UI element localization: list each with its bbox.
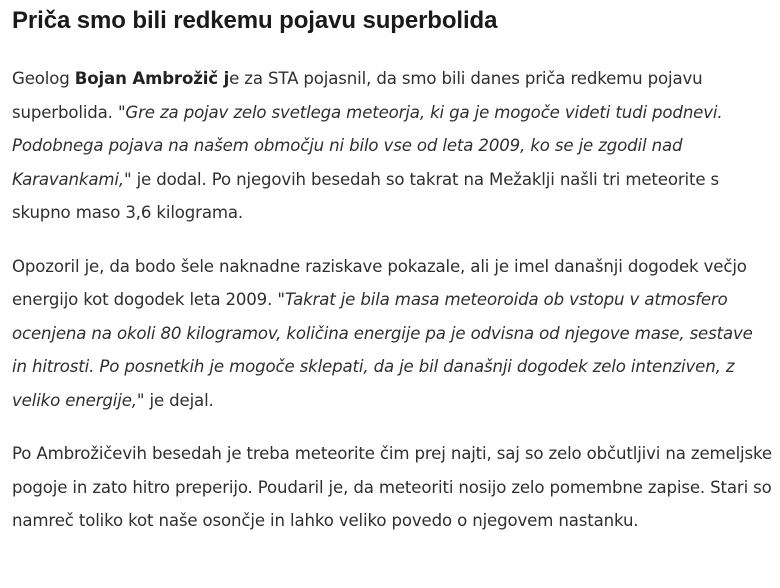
paragraph-2-quote: "Takrat je bila masa meteoroida ob vstopu v atmosfero ocenjena na okoli 80 kilogramov, količina energije pa je odvisna od njegove mase, sestave in hitrosti. Po posnetkih je mogoče sklepati, da je bil današnji dogodek zelo intenziven, z veliko energije," xyxy=(12,290,753,410)
paragraph-1-closing: je dodal. Po njegovih besedah so takrat na Mežaklji našli tri meteorite s skupno maso 3,6 kilograma. xyxy=(12,169,720,222)
person-name: Bojan Ambrožič j xyxy=(74,69,230,88)
paragraph-1-text: e za STA pojasnil, da smo bili danes priča redkemu pojavu superbolida. xyxy=(12,69,703,122)
paragraph-3 xyxy=(12,437,772,538)
paragraph-1 xyxy=(12,62,772,230)
paragraph-2-text: Opozoril je, da bodo šele naknadne raziskave pokazale, ali je imel današnji dogodek večjo energijo kot dogodek leta 2009. xyxy=(12,256,747,309)
paragraph-1-prefix: Geolog xyxy=(12,69,75,88)
paragraph-1-quote: "Gre za pojav zelo svetlega meteorja, ki ga je mogoče videti tudi podnevi. Podobnega pojava na našem območju ni bilo vse od leta 2009, ko se je zgodil nad Karavankami," xyxy=(12,102,723,189)
paragraph-3-text: Po Ambrožičevih besedah je treba meteorite čim prej najti, saj so zelo občutljivi na zemeljske pogoje in zato hitro preperijo. Poudaril je, da meteoriti nosijo zelo pomembne zapise. Stari so namreč toliko kot naše osončje in lahko veliko povedo o njegovem nastanku. xyxy=(12,444,772,530)
paragraph-2-closing: je dejal. xyxy=(144,390,214,410)
article xyxy=(12,0,772,538)
article-heading: Priča smo bili redkemu pojavu superbolida xyxy=(12,7,498,34)
paragraph-2 xyxy=(12,250,772,418)
